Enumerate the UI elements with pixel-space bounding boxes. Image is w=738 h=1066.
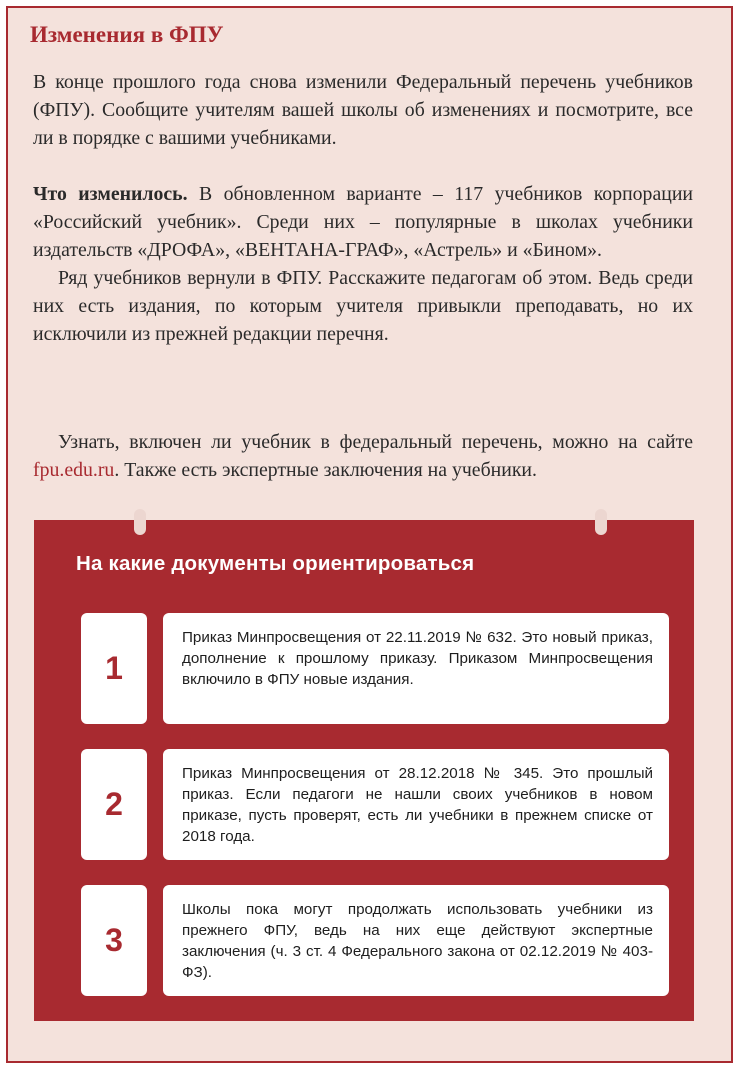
document-number: 3 xyxy=(81,885,147,996)
document-card: Приказ Минпросвещения от 22.11.2019 № 632. Это новый приказ, дополнение к прошлому приказу. Приказом Минпросвещения включило в ФПУ новые издания. xyxy=(163,613,669,724)
returned-paragraph: Ряд учебников вернули в ФПУ. Расскажите педагогам об этом. Ведь среди них есть издания, по которым учителя привыкли преподавать, но их исключили из прежней редакции перечня. xyxy=(33,267,693,345)
documents-title: На какие документы ориентироваться xyxy=(76,552,475,575)
changes-lead: Что изменилось. xyxy=(33,183,188,205)
document-card: Приказ Минпросвещения от 28.12.2018 № 345. Это прошлый приказ. Если педагоги не нашли своих учебников в новом приказе, пусть проверят, есть ли учебники в прежнем списке от 2018 года. xyxy=(163,749,669,860)
article-title: Изменения в ФПУ xyxy=(30,22,224,47)
changes-section xyxy=(33,180,693,348)
changes-paragraph xyxy=(33,180,693,264)
binder-ring-left xyxy=(134,509,146,535)
document-number: 1 xyxy=(81,613,147,724)
document-card: Школы пока могут продолжать использовать учебники из прежнего ФПУ, ведь на них еще действуют экспертные заключения (ч. 3 ст. 4 Федерального закона от 02.12.2019 № 403-ФЗ). xyxy=(163,885,669,996)
binder-ring-right xyxy=(595,509,607,535)
check-text-after: . Также есть экспертные заключения на учебники. xyxy=(114,459,537,481)
document-number: 2 xyxy=(81,749,147,860)
changes-text: В обновленном варианте – 117 учебников корпорации «Российский учебник». Среди них – популярные в школах учебники издательств «ДРОФА», «ВЕНТАНА-ГРАФ», «Астрель» и «Бином». xyxy=(33,183,693,261)
fpu-link[interactable]: fpu.edu.ru xyxy=(33,459,115,481)
check-text-before: Узнать, включен ли учебник в федеральный перечень, можно на сайте xyxy=(58,431,693,453)
intro-paragraph: В конце прошлого года снова изменили Федеральный перечень учебников (ФПУ). Сообщите учителям вашей школы об изменениях и посмотрите, все ли в порядке с вашими учебниками. xyxy=(33,71,693,149)
check-paragraph xyxy=(33,428,693,484)
